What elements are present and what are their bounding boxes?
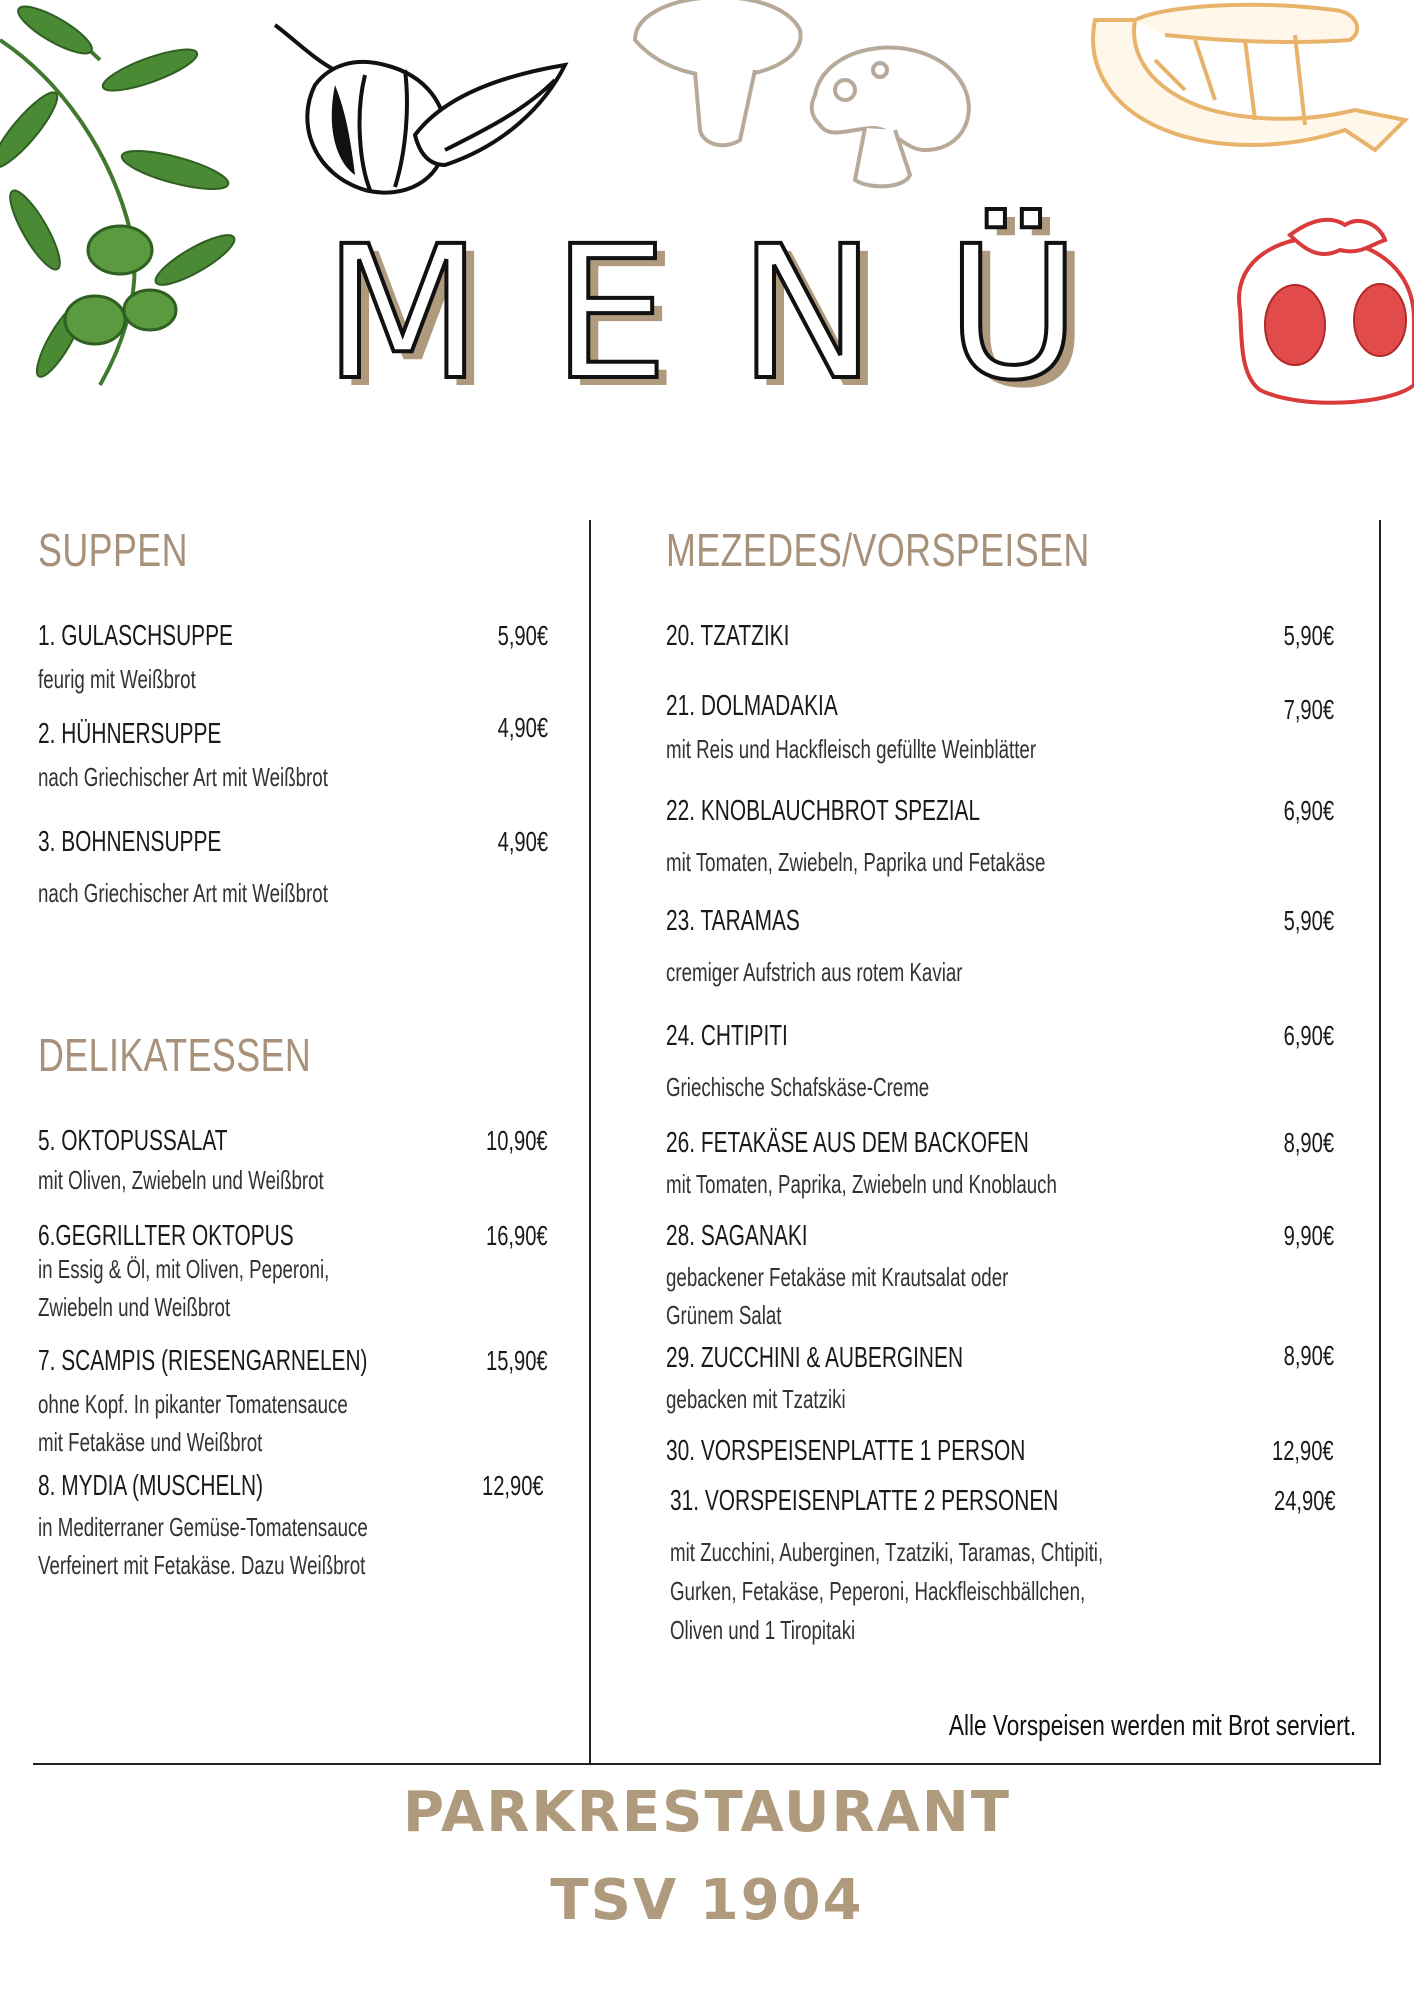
item-desc: Grünem Salat — [666, 1300, 782, 1330]
item-price: 7,90€ — [1283, 694, 1334, 725]
item-name: 24. CHTIPITI — [666, 1020, 788, 1052]
menu-item — [666, 1342, 1334, 1422]
menu-item — [38, 1345, 548, 1465]
item-name: 1. GULASCHSUPPE — [38, 620, 233, 652]
item-price: 10,90€ — [486, 1125, 548, 1156]
item-price: 12,90€ — [482, 1470, 544, 1501]
section-title-mezedes: MEZEDES/VORSPEISEN — [666, 524, 1090, 576]
item-name: 21. DOLMADAKIA — [666, 690, 838, 722]
menu-item — [666, 905, 1334, 995]
item-name: 23. TARAMAS — [666, 905, 800, 937]
item-price: 8,90€ — [1283, 1127, 1334, 1158]
item-desc: mit Zucchini, Auberginen, Tzatziki, Taramas, Chtipiti, — [670, 1537, 1104, 1567]
item-price: 5,90€ — [1283, 905, 1334, 936]
item-desc: Griechische Schafskäse-Creme — [666, 1072, 930, 1102]
item-name: 6.GEGRILLTER OKTOPUS — [38, 1220, 294, 1252]
item-name: 29. ZUCCHINI & AUBERGINEN — [666, 1342, 964, 1374]
bread-note: Alle Vorspeisen werden mit Brot serviert. — [948, 1710, 1356, 1742]
item-name: 2. HÜHNERSUPPE — [38, 718, 222, 750]
item-price: 16,90€ — [486, 1220, 548, 1251]
item-desc: cremiger Aufstrich aus rotem Kaviar — [666, 957, 963, 987]
menu-item — [38, 1470, 548, 1590]
item-price: 4,90€ — [497, 712, 548, 743]
menu-item — [38, 620, 548, 700]
menu-item — [38, 1220, 548, 1330]
item-desc: Oliven und 1 Tiropitaki — [670, 1615, 856, 1645]
item-price: 5,90€ — [1283, 620, 1334, 651]
item-name: 26. FETAKÄSE AUS DEM BACKOFEN — [666, 1127, 1029, 1159]
item-desc: mit Oliven, Zwiebeln und Weißbrot — [38, 1165, 324, 1195]
item-price: 9,90€ — [1283, 1220, 1334, 1251]
item-desc: in Essig & Öl, mit Oliven, Peperoni, — [38, 1254, 330, 1284]
column-divider — [589, 520, 591, 1765]
menu-item — [666, 620, 1334, 660]
item-desc: mit Tomaten, Zwiebeln, Paprika und Fetakäse — [666, 847, 1046, 877]
item-desc: Gurken, Fetakäse, Peperoni, Hackfleischbällchen, — [670, 1576, 1086, 1606]
item-price: 12,90€ — [1272, 1435, 1334, 1466]
item-name: 3. BOHNENSUPPE — [38, 826, 222, 858]
item-desc: mit Fetakäse und Weißbrot — [38, 1427, 263, 1457]
item-desc: gebacken mit Tzatziki — [666, 1384, 846, 1414]
restaurant-club: TSV 1904 — [550, 1868, 864, 1933]
item-desc: feurig mit Weißbrot — [38, 664, 196, 694]
right-border — [1379, 520, 1381, 1765]
menu-item — [670, 1485, 1336, 1645]
mushroom-icon — [625, 0, 995, 190]
restaurant-name: PARKRESTAURANT — [403, 1780, 1011, 1845]
item-price: 4,90€ — [497, 826, 548, 857]
menu-item — [666, 1127, 1334, 1207]
item-price: 6,90€ — [1283, 795, 1334, 826]
menu-item — [38, 826, 548, 916]
item-name: 30. VORSPEISENPLATTE 1 PERSON — [666, 1435, 1026, 1467]
item-desc: in Mediterraner Gemüse-Tomatensauce — [38, 1512, 368, 1542]
menu-item — [666, 1220, 1334, 1330]
item-price: 24,90€ — [1274, 1485, 1336, 1516]
menu-item — [666, 1435, 1334, 1475]
item-name: 31. VORSPEISENPLATTE 2 PERSONEN — [670, 1485, 1059, 1517]
item-desc: mit Reis und Hackfleisch gefüllte Weinblätter — [666, 734, 1037, 764]
item-desc: mit Tomaten, Paprika, Zwiebeln und Knoblauch — [666, 1169, 1057, 1199]
item-name: 7. SCAMPIS (RIESENGARNELEN) — [38, 1345, 368, 1377]
menu-item — [38, 712, 548, 798]
item-price: 15,90€ — [486, 1345, 548, 1376]
menu-item — [666, 690, 1334, 770]
garlic-icon — [255, 15, 585, 200]
section-title-suppen: SUPPEN — [38, 524, 188, 576]
menu-item — [666, 1020, 1334, 1110]
item-name: 5. OKTOPUSSALAT — [38, 1125, 228, 1157]
section-title-delikatessen: DELIKATESSEN — [38, 1029, 312, 1081]
menu-title: MENÜ — [323, 207, 1151, 421]
item-desc: Zwiebeln und Weißbrot — [38, 1292, 231, 1322]
item-desc: ohne Kopf. In pikanter Tomatensauce — [38, 1389, 348, 1419]
menu-item — [666, 795, 1334, 885]
item-name: 20. TZATZIKI — [666, 620, 790, 652]
shrimp-icon — [1075, 0, 1414, 200]
menu-item — [38, 1125, 548, 1205]
item-price: 8,90€ — [1283, 1340, 1334, 1371]
item-desc: gebackener Fetakäse mit Krautsalat oder — [666, 1262, 1009, 1292]
item-name: 8. MYDIA (MUSCHELN) — [38, 1470, 264, 1502]
item-desc: nach Griechischer Art mit Weißbrot — [38, 878, 328, 908]
item-price: 5,90€ — [497, 620, 548, 651]
item-desc: nach Griechischer Art mit Weißbrot — [38, 762, 328, 792]
item-price: 6,90€ — [1283, 1020, 1334, 1051]
bottom-rule — [33, 1763, 1381, 1765]
item-desc: Verfeinert mit Fetakäse. Dazu Weißbrot — [38, 1550, 366, 1580]
item-name: 22. KNOBLAUCHBROT SPEZIAL — [666, 795, 981, 827]
item-name: 28. SAGANAKI — [666, 1220, 808, 1252]
